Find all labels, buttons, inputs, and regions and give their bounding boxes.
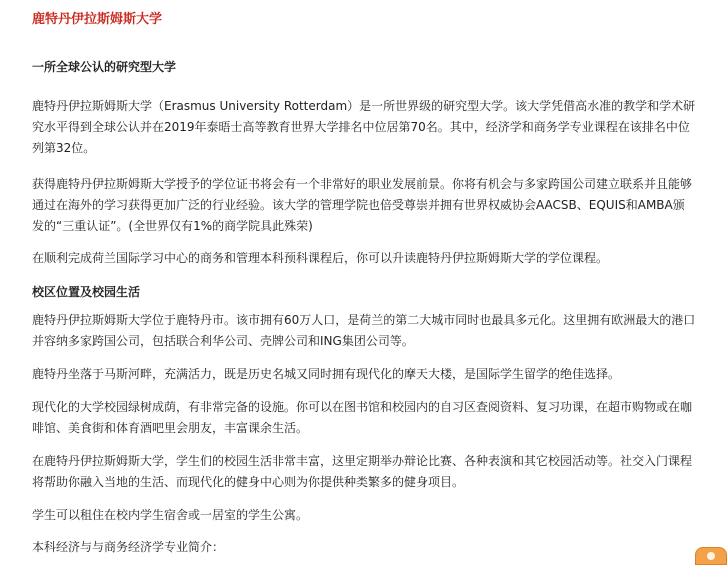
paragraph-city: 鹿特丹伊拉斯姆斯大学位于鹿特丹市。该市拥有60万人口，是荷兰的第二大城市同时也最具多元化。这里拥有欧洲最大的港口并容纳多家跨国公司，包括联合利华公司、壳牌公司和ING集团公司等。 [32, 313, 696, 348]
section-heading-research: 一所全球公认的研究型大学 [32, 60, 177, 74]
paragraph-campus-facilities: 现代化的大学校园绿树成荫，有非常完备的设施。你可以在图书馆和校园内的自习区查阅资料、复习功课，在超市购物或在咖啡馆、美食街和体育酒吧里会朋友，丰富课余生活。 [32, 400, 693, 435]
paragraph-intro: 鹿特丹伊拉斯姆斯大学（Erasmus University Rotterdam）是一所世界级的研究型大学。该大学凭借高水准的教学和学术研究水平得到全球公认并在2019年泰晤士高等教育世界大学排名中位居第70名。其中，经济学和商务学专业课程在该排名中位列第32位。 [32, 99, 696, 155]
paragraph-student-life: 在鹿特丹伊拉斯姆斯大学，学生们的校园生活非常丰富，这里定期举办辩论比赛、各种表演和其它校园活动等。社交入门课程将帮助你融入当地的生活、而现代化的健身中心则为你提供种类繁多的健身项目。 [32, 454, 693, 489]
floating-widget-icon[interactable] [695, 547, 727, 565]
paragraph-river: 鹿特丹坐落于马斯河畔，充满活力，既是历史名城又同时拥有现代化的摩天大楼，是国际学生留学的绝佳选择。 [32, 367, 621, 381]
paragraph-pathway: 在顺利完成荷兰国际学习中心的商务和管理本科预科课程后，你可以升读鹿特丹伊拉斯姆斯大学的学位课程。 [32, 251, 609, 265]
paragraph-housing: 学生可以租住在校内学生宿舍或一居室的学生公寓。 [32, 508, 309, 522]
paragraph-program-intro: 本科经济与与商务经济学专业简介： [32, 540, 225, 554]
paragraph-career: 获得鹿特丹伊拉斯姆斯大学授予的学位证书将会有一个非常好的职业发展前景。你将有机会与多家跨国公司建立联系并且能够通过在海外的学习获得更加广泛的行业经验。该大学的管理学院也倍受尊崇并拥有世界权威协会AACSB、EQUIS和AMBA颁发的“三重认证”。(全世界仅有1%的商学院具此殊荣) [32, 177, 693, 233]
page-title: 鹿特丹伊拉斯姆斯大学 [32, 12, 163, 27]
section-heading-campus: 校区位置及校园生活 [32, 285, 141, 299]
